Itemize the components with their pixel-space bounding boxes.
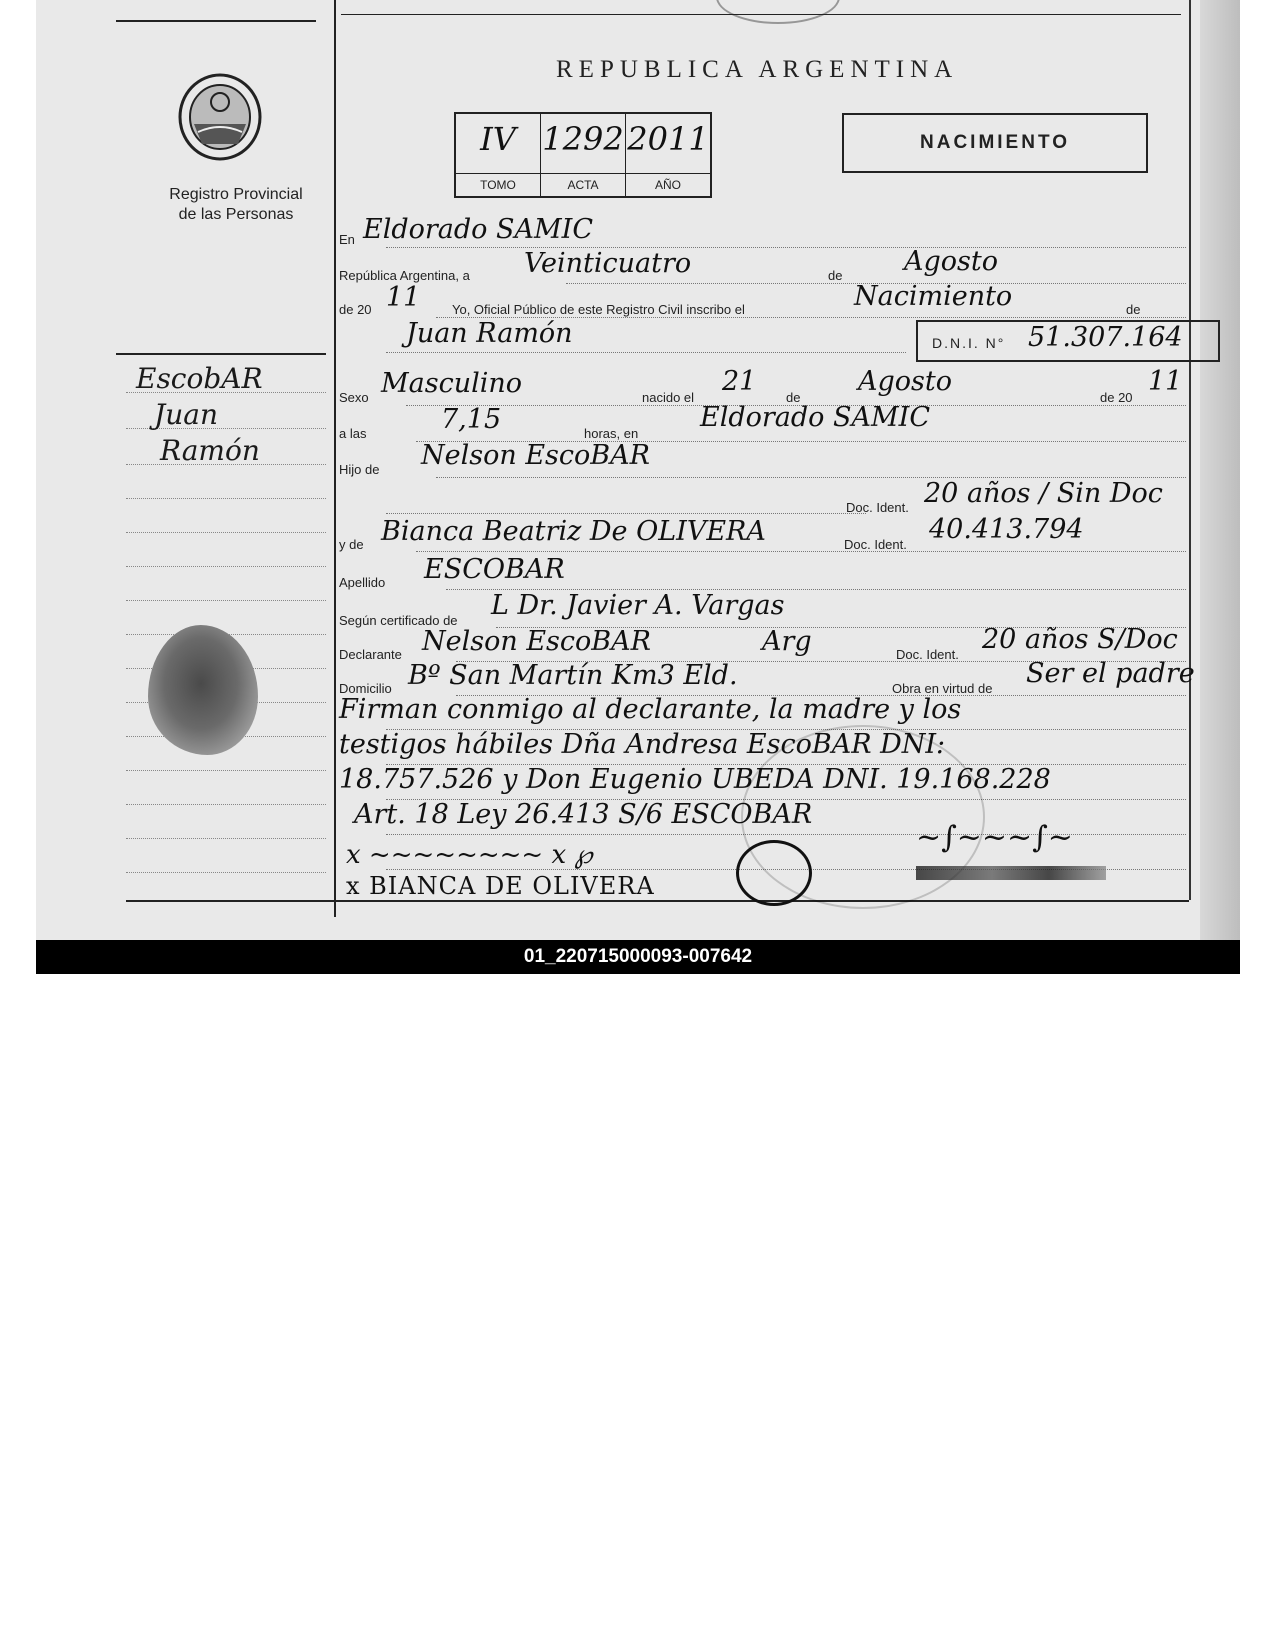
registry-name-line1: Registro Provincial (169, 186, 303, 203)
top-left-rule (116, 20, 316, 22)
label-de-3: de (786, 390, 801, 405)
margin-surname: EscobAR (136, 362, 263, 395)
provincial-seal-icon (176, 72, 264, 162)
field-nacido-anio: 11 (1148, 366, 1183, 397)
registry-name (136, 185, 336, 225)
signature-declarante: x ~~~~~~~~ x ℘ (346, 840, 593, 870)
document-scan (36, 0, 1240, 940)
label-en: En (339, 232, 355, 247)
document-type-box: NACIMIENTO (842, 113, 1148, 173)
field-madre: Bianca Beatriz De OLIVERA (381, 516, 766, 547)
label-de-2: de (1126, 302, 1141, 317)
label-yo-oficial: Yo, Oficial Público de este Registro Civil inscribo el (452, 302, 745, 317)
record-number-box (454, 112, 712, 198)
anio-cell (626, 114, 710, 196)
field-sexo: Masculino (381, 368, 523, 399)
field-padre-doc: 20 años / Sin Doc (924, 478, 1163, 509)
label-dni: D.N.I. N° (932, 335, 1006, 351)
field-domicilio: Bº San Martín Km3 Eld. (408, 660, 738, 691)
left-name-rule (116, 353, 326, 355)
signature-madre: x BIANCA DE OLIVERA (346, 872, 655, 900)
label-hijo-de: Hijo de (339, 462, 380, 477)
field-nombre: Juan Ramón (406, 318, 573, 349)
field-nacido-mes: Agosto (858, 366, 952, 397)
observation-line-1: Firman conmigo al declarante, la madre y los (339, 694, 962, 725)
observation-line-2: testigos hábiles Dña Andresa EscoBAR DNI: (339, 729, 946, 760)
field-declarante: Nelson EscoBAR (422, 626, 651, 657)
field-madre-doc: 40.413.794 (929, 514, 1084, 545)
tomo-label: TOMO (456, 173, 540, 196)
acta-cell (541, 114, 626, 196)
top-stamp-mark (716, 0, 840, 24)
page-edge (1200, 0, 1240, 940)
image-code-caption: 01_220715000093-007642 (36, 940, 1240, 974)
field-hora: 7,15 (441, 404, 502, 435)
field-acto: Nacimiento (854, 281, 1013, 312)
margin-given-name-1: Juan (154, 398, 218, 431)
left-column-divider (334, 0, 336, 917)
label-declarante: Declarante (339, 647, 402, 662)
field-padre: Nelson EscoBAR (421, 440, 650, 471)
label-de20-b: de 20 (1100, 390, 1133, 405)
label-de-1: de (828, 268, 843, 283)
field-dni: 51.307.164 (1028, 322, 1183, 353)
observation-line-4: Art. 18 Ley 26.413 S/6 ESCOBAR (354, 799, 813, 830)
bottom-rule (126, 900, 1189, 902)
label-doc-ident-padre: Doc. Ident. (846, 500, 909, 515)
field-apellido: ESCOBAR (424, 554, 565, 585)
country-title: REPUBLICA ARGENTINA (556, 56, 959, 83)
label-segun-certificado: Según certificado de (339, 613, 458, 628)
field-anio-corto: 11 (386, 282, 421, 313)
label-doc-ident-declarante: Doc. Ident. (896, 647, 959, 662)
label-doc-ident-madre: Doc. Ident. (844, 537, 907, 552)
field-dia-letras: Veinticuatro (524, 248, 692, 279)
observation-line-3: 18.757.526 y Don Eugenio UBEDA DNI. 19.168.228 (339, 764, 1051, 795)
field-mes: Agosto (904, 246, 998, 277)
margin-given-name-2: Ramón (160, 434, 260, 467)
official-stamp-ink (916, 866, 1106, 880)
field-lugar-nac: Eldorado SAMIC (700, 402, 930, 433)
registry-name-line2: de las Personas (178, 206, 294, 223)
right-border (1189, 0, 1191, 900)
tomo-value: IV (480, 120, 516, 158)
witness-signature-mark (736, 840, 812, 906)
label-horas-en: horas, en (584, 426, 639, 441)
anio-value: 2011 (627, 120, 709, 158)
label-apellido: Apellido (339, 575, 386, 590)
official-signature: ~∫~~~∫~ (916, 820, 1073, 855)
fingerprint (148, 625, 258, 755)
label-nacido-el: nacido el (642, 390, 695, 405)
acta-value: 1292 (542, 120, 624, 158)
field-obra: Ser el padre (1026, 658, 1195, 689)
top-right-rule (341, 14, 1181, 15)
label-y-de: y de (339, 537, 364, 552)
label-domicilio: Domicilio (339, 681, 392, 696)
anio-label: AÑO (626, 173, 710, 196)
field-lugar: Eldorado SAMIC (363, 214, 593, 245)
tomo-cell (456, 114, 541, 196)
label-republica: República Argentina, a (339, 268, 470, 283)
field-declarante-doc: 20 años S/Doc (982, 624, 1178, 655)
field-nacido-dia: 21 (722, 366, 757, 397)
label-sexo: Sexo (339, 390, 369, 405)
label-de20: de 20 (339, 302, 372, 317)
label-obra: Obra en virtud de (892, 681, 993, 696)
label-a-las: a las (339, 426, 367, 441)
field-certificado: L Dr. Javier A. Vargas (491, 590, 785, 621)
dni-box (916, 320, 1220, 362)
acta-label: ACTA (541, 173, 625, 196)
field-declarante-nacionalidad: Arg (762, 626, 812, 657)
